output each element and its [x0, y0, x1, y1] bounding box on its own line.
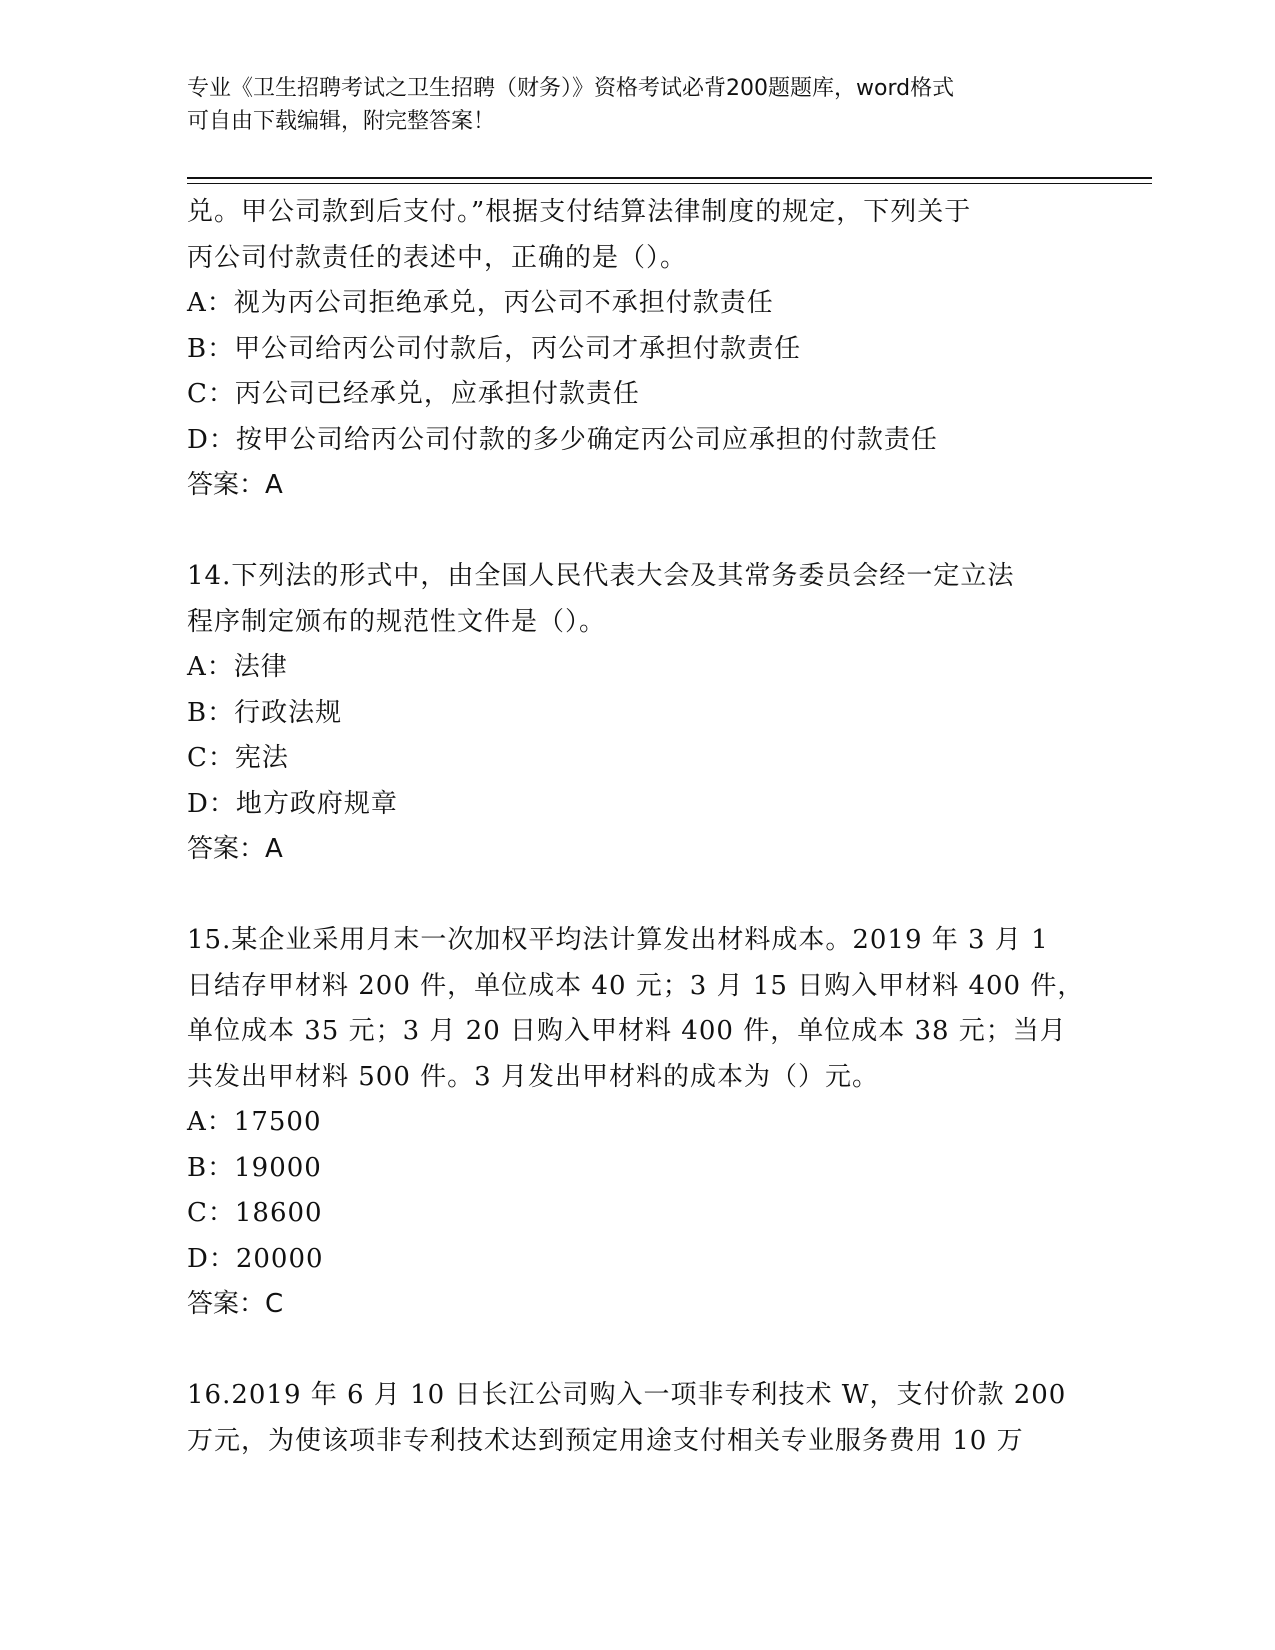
option-a: A：视为丙公司拒绝承兑，丙公司不承担付款责任 — [187, 288, 774, 318]
spacer — [187, 509, 1087, 555]
option-b: B：行政法规 — [187, 697, 343, 728]
question-text-line: 兑。甲公司款到后支付。”根据支付结算法律制度的规定，下列关于 — [187, 197, 972, 227]
question-text-line: 15.某企业采用月末一次加权平均法计算发出材料成本。2019 年 3 月 1 — [187, 925, 1049, 955]
header-rule-thick — [187, 177, 1152, 179]
option-c: C：宪法 — [187, 743, 289, 773]
option-b: B：19000 — [187, 1152, 322, 1183]
option-c: C：丙公司已经承兑，应承担付款责任 — [187, 379, 640, 409]
question-text-line: 共发出甲材料 500 件。3 月发出甲材料的成本为（）元。 — [187, 1061, 879, 1092]
question-text-line: 14.下列法的形式中，由全国人民代表大会及其常务委员会经一定立法 — [187, 561, 1015, 591]
answer-line: 答案：C — [187, 1289, 284, 1319]
question-text-line: 万元，为使该项非专利技术达到预定用途支付相关专业服务费用 10 万 — [187, 1425, 1024, 1456]
document-body — [187, 190, 1087, 1464]
question-14 — [187, 554, 1087, 873]
page-header — [187, 72, 1087, 138]
question-13-continued — [187, 190, 1087, 509]
option-d: D：按甲公司给丙公司付款的多少确定丙公司应承担的付款责任 — [187, 424, 938, 455]
spacer — [187, 873, 1087, 919]
option-b: B：甲公司给丙公司付款后，丙公司才承担付款责任 — [187, 333, 802, 364]
spacer — [187, 1328, 1087, 1374]
option-d: D：20000 — [187, 1243, 324, 1274]
question-text-line: 丙公司付款责任的表述中，正确的是（）。 — [187, 242, 688, 273]
question-text-line: 单位成本 35 元；3 月 20 日购入甲材料 400 件，单位成本 38 元；当月 — [187, 1016, 1067, 1046]
option-a: A：法律 — [187, 652, 288, 682]
option-a: A：17500 — [187, 1107, 322, 1137]
header-title-line-2: 可自由下载编辑，附完整答案！ — [187, 109, 496, 134]
answer-line: 答案：A — [187, 470, 283, 500]
answer-line: 答案：A — [187, 834, 283, 864]
question-text-line: 16.2019 年 6 月 10 日长江公司购入一项非专利技术 W，支付价款 200 — [187, 1380, 1067, 1410]
question-text-line: 程序制定颁布的规范性文件是（）。 — [187, 606, 607, 637]
option-d: D：地方政府规章 — [187, 788, 398, 819]
question-text-line: 日结存甲材料 200 件，单位成本 40 元；3 月 15 日购入甲材料 400 件， — [187, 970, 1085, 1001]
question-15 — [187, 918, 1087, 1328]
question-16 — [187, 1373, 1087, 1464]
header-title-line-1: 专业《卫生招聘考试之卫生招聘（财务）》资格考试必背200题题库，word格式 — [187, 76, 955, 101]
header-rule-thin — [187, 183, 1152, 184]
option-c: C：18600 — [187, 1198, 323, 1228]
